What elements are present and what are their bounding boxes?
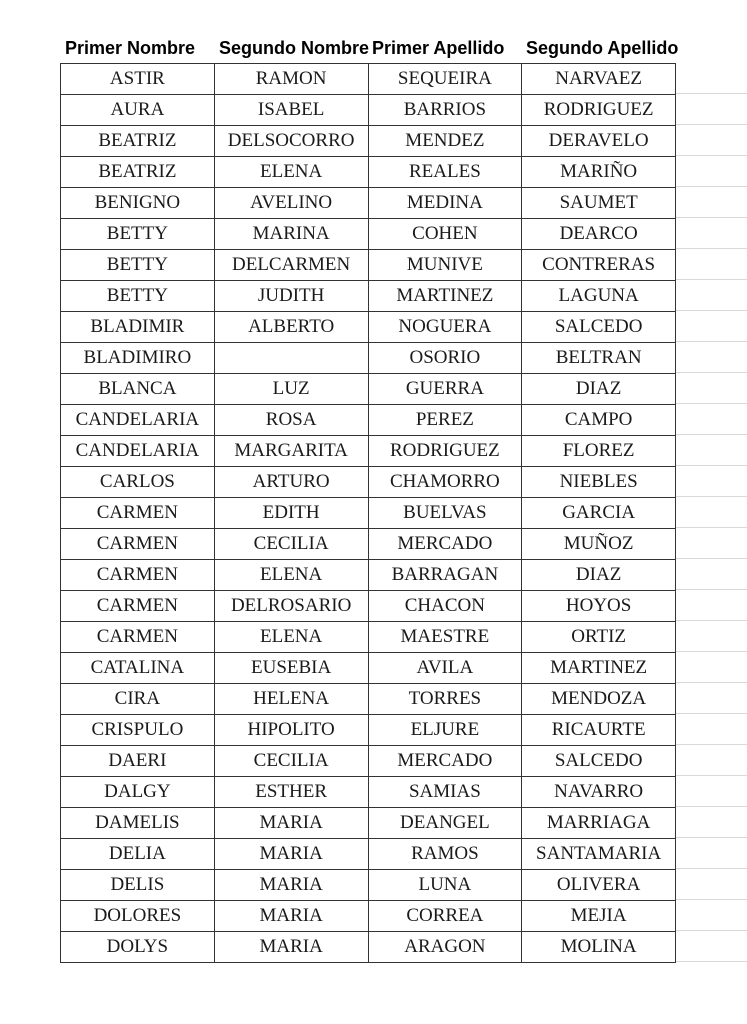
cell-primer-apellido: PEREZ: [368, 405, 522, 436]
gridline: [676, 683, 747, 714]
cell-segundo-nombre: ESTHER: [214, 777, 368, 808]
cell-primer-nombre: BLADIMIR: [61, 312, 215, 343]
cell-segundo-apellido: SALCEDO: [522, 746, 676, 777]
cell-segundo-apellido: MARRIAGA: [522, 808, 676, 839]
gridline: [676, 559, 747, 590]
cell-segundo-nombre: MARGARITA: [214, 436, 368, 467]
cell-primer-apellido: CORREA: [368, 901, 522, 932]
cell-segundo-nombre: DELSOCORRO: [214, 126, 368, 157]
cell-segundo-apellido: GARCIA: [522, 498, 676, 529]
table-row: [61, 467, 676, 498]
cell-segundo-nombre: RAMON: [214, 64, 368, 95]
gridline: [676, 869, 747, 900]
table-row: [61, 374, 676, 405]
gridline: [676, 807, 747, 838]
gridline: [676, 528, 747, 559]
gridline: [676, 590, 747, 621]
cell-segundo-nombre: EUSEBIA: [214, 653, 368, 684]
cell-primer-nombre: CANDELARIA: [61, 405, 215, 436]
cell-primer-nombre: CATALINA: [61, 653, 215, 684]
names-table: [60, 63, 676, 963]
cell-primer-nombre: ASTIR: [61, 64, 215, 95]
cell-segundo-nombre: LUZ: [214, 374, 368, 405]
gridline: [676, 652, 747, 683]
cell-primer-apellido: SAMIAS: [368, 777, 522, 808]
table-row: [61, 157, 676, 188]
table-row: [61, 622, 676, 653]
cell-primer-nombre: CARMEN: [61, 591, 215, 622]
table-row: [61, 808, 676, 839]
cell-primer-nombre: DAERI: [61, 746, 215, 777]
spreadsheet-gridlines: [676, 63, 747, 962]
gridline: [676, 187, 747, 218]
cell-primer-nombre: CARMEN: [61, 560, 215, 591]
column-headers: [62, 34, 747, 62]
cell-primer-nombre: DAMELIS: [61, 808, 215, 839]
header-segundo-apellido: Segundo Apellido: [526, 38, 679, 58]
cell-segundo-nombre: MARIA: [214, 808, 368, 839]
table-row: [61, 560, 676, 591]
cell-primer-nombre: BEATRIZ: [61, 126, 215, 157]
cell-segundo-nombre: MARINA: [214, 219, 368, 250]
cell-primer-apellido: MAESTRE: [368, 622, 522, 653]
cell-primer-apellido: TORRES: [368, 684, 522, 715]
cell-segundo-nombre: JUDITH: [214, 281, 368, 312]
cell-segundo-apellido: DIAZ: [522, 560, 676, 591]
cell-primer-apellido: BARRIOS: [368, 95, 522, 126]
cell-primer-nombre: CARMEN: [61, 622, 215, 653]
table-row: [61, 529, 676, 560]
cell-primer-nombre: CARMEN: [61, 498, 215, 529]
cell-segundo-nombre: HELENA: [214, 684, 368, 715]
cell-primer-nombre: DALGY: [61, 777, 215, 808]
cell-segundo-nombre: MARIA: [214, 901, 368, 932]
table-row: [61, 250, 676, 281]
table-row: [61, 219, 676, 250]
cell-segundo-apellido: RODRIGUEZ: [522, 95, 676, 126]
gridline: [676, 931, 747, 962]
cell-segundo-nombre: [214, 343, 368, 374]
cell-primer-nombre: DOLYS: [61, 932, 215, 963]
table-row: [61, 188, 676, 219]
table-row: [61, 653, 676, 684]
cell-segundo-apellido: MUÑOZ: [522, 529, 676, 560]
cell-segundo-apellido: ORTIZ: [522, 622, 676, 653]
cell-segundo-apellido: NIEBLES: [522, 467, 676, 498]
cell-segundo-apellido: NARVAEZ: [522, 64, 676, 95]
cell-primer-nombre: CRISPULO: [61, 715, 215, 746]
cell-primer-apellido: OSORIO: [368, 343, 522, 374]
names-table-body: [61, 64, 676, 963]
cell-primer-apellido: MERCADO: [368, 746, 522, 777]
table-row: [61, 746, 676, 777]
gridline: [676, 621, 747, 652]
cell-segundo-apellido: MARTINEZ: [522, 653, 676, 684]
cell-primer-nombre: CARLOS: [61, 467, 215, 498]
cell-segundo-apellido: MOLINA: [522, 932, 676, 963]
gridline: [676, 776, 747, 807]
cell-segundo-nombre: HIPOLITO: [214, 715, 368, 746]
cell-primer-apellido: RAMOS: [368, 839, 522, 870]
gridline: [676, 249, 747, 280]
table-row: [61, 343, 676, 374]
cell-segundo-apellido: DERAVELO: [522, 126, 676, 157]
cell-segundo-apellido: DIAZ: [522, 374, 676, 405]
table-row: [61, 777, 676, 808]
cell-primer-apellido: BUELVAS: [368, 498, 522, 529]
cell-segundo-apellido: OLIVERA: [522, 870, 676, 901]
cell-segundo-nombre: DELROSARIO: [214, 591, 368, 622]
cell-primer-apellido: REALES: [368, 157, 522, 188]
gridline: [676, 280, 747, 311]
cell-primer-nombre: BETTY: [61, 281, 215, 312]
cell-primer-apellido: MERCADO: [368, 529, 522, 560]
cell-primer-apellido: BARRAGAN: [368, 560, 522, 591]
header-primer-nombre: Primer Nombre: [65, 38, 196, 58]
cell-primer-apellido: NOGUERA: [368, 312, 522, 343]
header-segundo-nombre: Segundo Nombre: [219, 38, 369, 58]
cell-segundo-nombre: EDITH: [214, 498, 368, 529]
table-row: [61, 591, 676, 622]
gridline: [676, 94, 747, 125]
cell-primer-nombre: DELIA: [61, 839, 215, 870]
gridline: [676, 435, 747, 466]
cell-segundo-apellido: FLOREZ: [522, 436, 676, 467]
cell-segundo-nombre: ELENA: [214, 622, 368, 653]
cell-segundo-nombre: ELENA: [214, 157, 368, 188]
cell-segundo-apellido: SAUMET: [522, 188, 676, 219]
cell-segundo-apellido: CONTRERAS: [522, 250, 676, 281]
cell-primer-apellido: COHEN: [368, 219, 522, 250]
cell-segundo-apellido: BELTRAN: [522, 343, 676, 374]
table-row: [61, 436, 676, 467]
cell-primer-nombre: BETTY: [61, 250, 215, 281]
table-row: [61, 684, 676, 715]
cell-segundo-nombre: ARTURO: [214, 467, 368, 498]
table-row: [61, 281, 676, 312]
cell-segundo-apellido: RICAURTE: [522, 715, 676, 746]
cell-primer-apellido: DEANGEL: [368, 808, 522, 839]
cell-segundo-apellido: MENDOZA: [522, 684, 676, 715]
cell-segundo-apellido: LAGUNA: [522, 281, 676, 312]
gridline: [676, 342, 747, 373]
cell-segundo-nombre: MARIA: [214, 870, 368, 901]
cell-segundo-apellido: HOYOS: [522, 591, 676, 622]
table-row: [61, 126, 676, 157]
cell-primer-apellido: CHACON: [368, 591, 522, 622]
cell-segundo-nombre: DELCARMEN: [214, 250, 368, 281]
cell-primer-apellido: ELJURE: [368, 715, 522, 746]
cell-primer-apellido: CHAMORRO: [368, 467, 522, 498]
cell-primer-apellido: LUNA: [368, 870, 522, 901]
cell-segundo-nombre: CECILIA: [214, 529, 368, 560]
table-row: [61, 95, 676, 126]
cell-primer-nombre: BEATRIZ: [61, 157, 215, 188]
cell-segundo-nombre: CECILIA: [214, 746, 368, 777]
gridline: [676, 218, 747, 249]
cell-primer-nombre: BLANCA: [61, 374, 215, 405]
cell-segundo-apellido: MEJIA: [522, 901, 676, 932]
cell-primer-apellido: SEQUEIRA: [368, 64, 522, 95]
cell-primer-apellido: GUERRA: [368, 374, 522, 405]
gridline: [676, 125, 747, 156]
cell-segundo-nombre: AVELINO: [214, 188, 368, 219]
cell-primer-nombre: CIRA: [61, 684, 215, 715]
gridline: [676, 745, 747, 776]
cell-primer-nombre: BENIGNO: [61, 188, 215, 219]
table-row: [61, 932, 676, 963]
table-row: [61, 901, 676, 932]
gridline: [676, 373, 747, 404]
gridline: [676, 900, 747, 931]
gridline: [676, 838, 747, 869]
cell-segundo-apellido: SANTAMARIA: [522, 839, 676, 870]
cell-primer-apellido: AVILA: [368, 653, 522, 684]
cell-segundo-apellido: NAVARRO: [522, 777, 676, 808]
cell-primer-apellido: MENDEZ: [368, 126, 522, 157]
cell-primer-apellido: RODRIGUEZ: [368, 436, 522, 467]
cell-segundo-apellido: SALCEDO: [522, 312, 676, 343]
table-row: [61, 64, 676, 95]
cell-segundo-nombre: ELENA: [214, 560, 368, 591]
cell-segundo-nombre: MARIA: [214, 932, 368, 963]
cell-primer-nombre: CANDELARIA: [61, 436, 215, 467]
gridline: [676, 404, 747, 435]
table-row: [61, 498, 676, 529]
cell-segundo-apellido: MARIÑO: [522, 157, 676, 188]
cell-primer-nombre: DOLORES: [61, 901, 215, 932]
table-row: [61, 870, 676, 901]
cell-segundo-nombre: ALBERTO: [214, 312, 368, 343]
cell-segundo-apellido: DEARCO: [522, 219, 676, 250]
gridline: [676, 714, 747, 745]
cell-primer-nombre: BETTY: [61, 219, 215, 250]
cell-segundo-nombre: ROSA: [214, 405, 368, 436]
header-primer-apellido: Primer Apellido: [372, 38, 505, 58]
cell-primer-nombre: CARMEN: [61, 529, 215, 560]
cell-primer-apellido: MEDINA: [368, 188, 522, 219]
gridline: [676, 466, 747, 497]
cell-primer-apellido: ARAGON: [368, 932, 522, 963]
table-row: [61, 839, 676, 870]
cell-segundo-nombre: ISABEL: [214, 95, 368, 126]
cell-primer-nombre: BLADIMIRO: [61, 343, 215, 374]
table-row: [61, 405, 676, 436]
table-row: [61, 715, 676, 746]
gridline: [676, 156, 747, 187]
gridline: [676, 311, 747, 342]
cell-primer-apellido: MUNIVE: [368, 250, 522, 281]
cell-primer-nombre: DELIS: [61, 870, 215, 901]
cell-primer-nombre: AURA: [61, 95, 215, 126]
gridline: [676, 63, 747, 94]
gridline: [676, 497, 747, 528]
cell-primer-apellido: MARTINEZ: [368, 281, 522, 312]
cell-segundo-apellido: CAMPO: [522, 405, 676, 436]
cell-segundo-nombre: MARIA: [214, 839, 368, 870]
table-row: [61, 312, 676, 343]
